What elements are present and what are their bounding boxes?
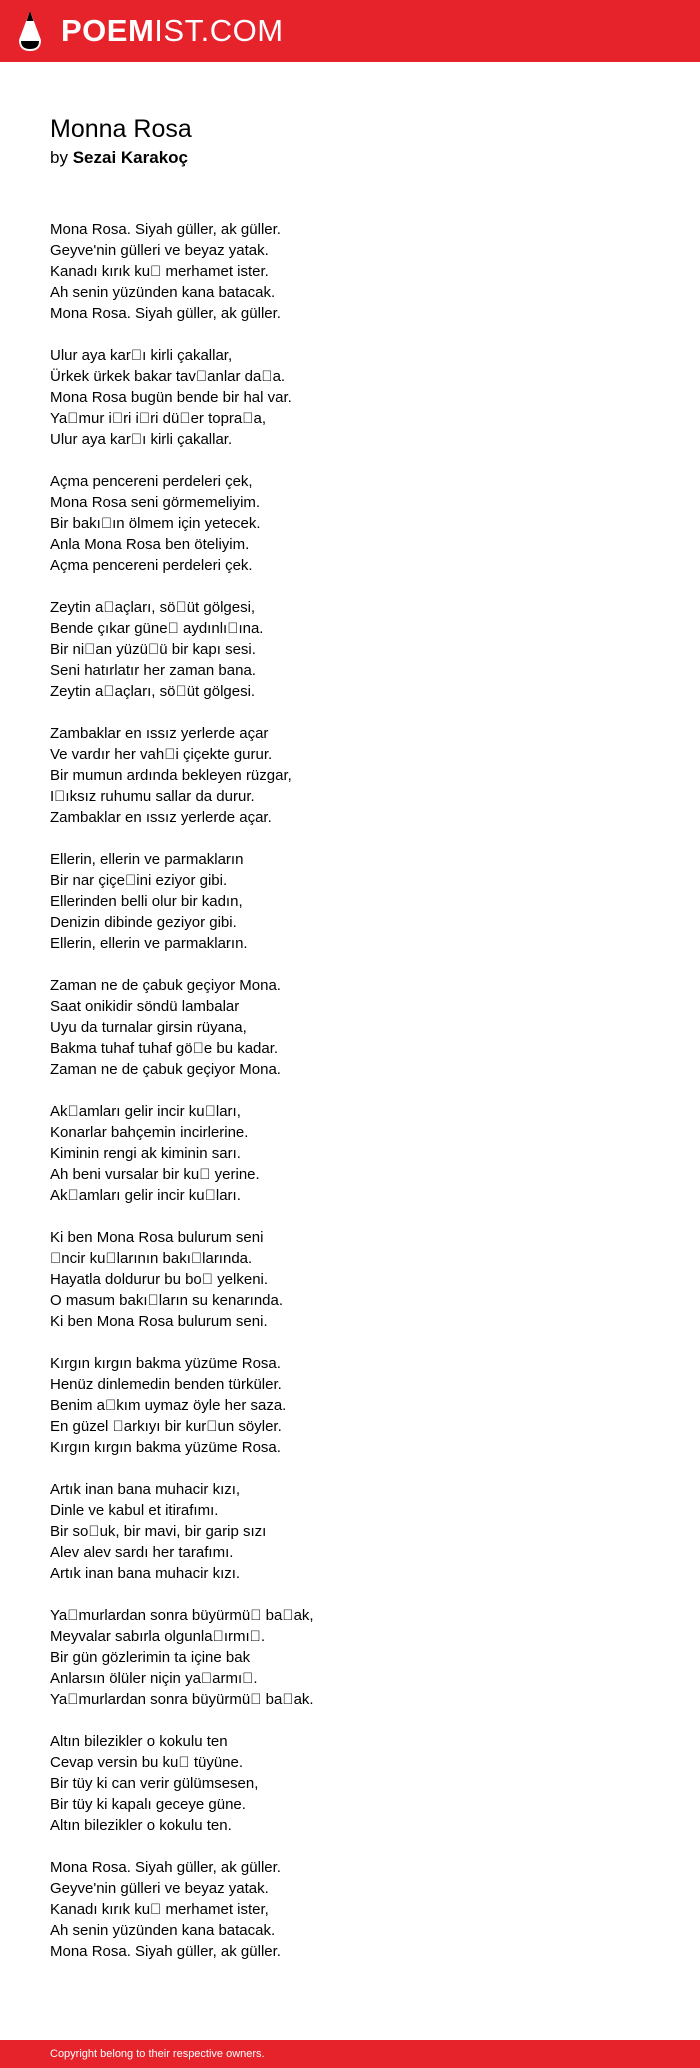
poem-line: Ah senin yüzünden kana batacak. xyxy=(50,284,276,301)
poem-stanza xyxy=(50,345,650,450)
poem-line: Geyve'nin gülleri ve beyaz yatak. xyxy=(50,1880,269,1897)
poem-line: Mona Rosa. Siyah güller, ak güller. xyxy=(50,221,281,238)
poem-stanza xyxy=(50,849,650,954)
poem-line: Ak amları gelir incir ku ları, xyxy=(50,1103,241,1120)
poem-line: Kanadı kırık ku  merhamet ister, xyxy=(50,1901,269,1918)
poem-stanza xyxy=(50,1731,650,1836)
poem-line: Bir gün gözlerimin ta içine bak xyxy=(50,1649,251,1666)
poem-line: O masum bakı ların su kenarında. xyxy=(50,1292,284,1309)
poem-line: Saat onikidir söndü lambalar xyxy=(50,998,240,1015)
poem-line: Bir bakı ın ölmem için yetecek. xyxy=(50,515,261,532)
poem-stanza xyxy=(50,471,650,576)
site-header xyxy=(0,0,700,62)
poem-line: Ak amları gelir incir ku ları. xyxy=(50,1187,241,1204)
poem-line: Dinle ve kabul et itirafımı. xyxy=(50,1502,219,1519)
by-label: by xyxy=(50,148,68,167)
poem-line: Bir ni an yüzü ü bir kapı sesi. xyxy=(50,641,256,658)
poem-line: Kırgın kırgın bakma yüzüme Rosa. xyxy=(50,1439,281,1456)
brand-light-part: IST.COM xyxy=(154,13,284,48)
poem-line:  ncir ku larının bakı larında. xyxy=(50,1250,253,1267)
poem-line: Ki ben Mona Rosa bulurum seni. xyxy=(50,1313,268,1330)
poem-byline xyxy=(50,146,188,170)
poem-line: Bir mumun ardında bekleyen rüzgar, xyxy=(50,767,292,784)
poem-stanza xyxy=(50,1857,650,1962)
poem-line: Bir tüy ki kapalı geceye güne. xyxy=(50,1796,246,1813)
poem-line: Zaman ne de çabuk geçiyor Mona. xyxy=(50,977,281,994)
poem-line: Henüz dinlemedin benden türküler. xyxy=(50,1376,282,1393)
poem-line: Açma pencereni perdeleri çek. xyxy=(50,557,253,574)
poem-line: Ya murlardan sonra büyürmü  ba ak. xyxy=(50,1691,314,1708)
poem-line: Cevap versin bu ku  tüyüne. xyxy=(50,1754,244,1771)
poem-line: Artık inan bana muhacir kızı, xyxy=(50,1481,241,1498)
poem-line: Mona Rosa. Siyah güller, ak güller. xyxy=(50,1859,281,1876)
poem-line: Ulur aya kar ı kirli çakallar. xyxy=(50,431,233,448)
poem-line: Seni hatırlatır her zaman bana. xyxy=(50,662,256,679)
author-name: Sezai Karakoç xyxy=(72,148,188,167)
poem-line: Altın bilezikler o kokulu ten. xyxy=(50,1817,232,1834)
poem-line: Ya mur i ri i ri dü er topra a, xyxy=(50,410,267,427)
poem-line: Ellerin, ellerin ve parmakların. xyxy=(50,935,248,952)
poem-stanza xyxy=(50,1227,650,1332)
poem-line: Ki ben Mona Rosa bulurum seni xyxy=(50,1229,264,1246)
poem-line: Bir tüy ki can verir gülümsesen, xyxy=(50,1775,259,1792)
poem-line: Kanadı kırık ku  merhamet ister. xyxy=(50,263,269,280)
poem-stanza xyxy=(50,219,650,324)
poem-line: Anlarsın ölüler niçin ya armı . xyxy=(50,1670,258,1687)
poem-line: Açma pencereni perdeleri çek, xyxy=(50,473,253,490)
site-logo-text[interactable] xyxy=(61,10,284,52)
poem-line: Meyvalar sabırla olgunla ırmı . xyxy=(50,1628,266,1645)
poem-line: Artık inan bana muhacir kızı. xyxy=(50,1565,241,1582)
site-footer xyxy=(0,2040,700,2068)
poem-line: Uyu da turnalar girsin rüyana, xyxy=(50,1019,247,1036)
brand-bold-part: POEM xyxy=(61,13,155,48)
poem-stanza xyxy=(50,597,650,702)
poem-line: I ıksız ruhumu sallar da durur. xyxy=(50,788,255,805)
poem-line: Ve vardır her vah i çiçekte gurur. xyxy=(50,746,273,763)
poem-line: Bir nar çiçe ini eziyor gibi. xyxy=(50,872,228,889)
poem-line: Ah beni vursalar bir ku  yerine. xyxy=(50,1166,260,1183)
poem-line: Kiminin rengi ak kiminin sarı. xyxy=(50,1145,241,1162)
poem-line: Hayatla doldurur bu bo  yelkeni. xyxy=(50,1271,269,1288)
poem-line: Altın bilezikler o kokulu ten xyxy=(50,1733,228,1750)
poem-line: Ah senin yüzünden kana batacak. xyxy=(50,1922,276,1939)
poem-line: Bir so uk, bir mavi, bir garip sızı xyxy=(50,1523,267,1540)
poem-stanza xyxy=(50,975,650,1080)
poem-line: Zambaklar en ıssız yerlerde açar. xyxy=(50,809,272,826)
copyright-text: Copyright belong to their respective owners. xyxy=(50,2048,265,2060)
poem-line: Geyve'nin gülleri ve beyaz yatak. xyxy=(50,242,269,259)
poem-line: Anla Mona Rosa ben öteliyim. xyxy=(50,536,250,553)
poem-stanza xyxy=(50,1353,650,1458)
poem-line: Bakma tuhaf tuhaf gö e bu kadar. xyxy=(50,1040,279,1057)
pencil-icon[interactable] xyxy=(16,10,44,52)
poem-line: Benim a kım uymaz öyle her saza. xyxy=(50,1397,287,1414)
poem-line: Mona Rosa seni görmemeliyim. xyxy=(50,494,261,511)
poem-line: Alev alev sardı her tarafımı. xyxy=(50,1544,234,1561)
poem-line: Zaman ne de çabuk geçiyor Mona. xyxy=(50,1061,281,1078)
poem-line: Ya murlardan sonra büyürmü  ba ak, xyxy=(50,1607,314,1624)
poem-line: Denizin dibinde geziyor gibi. xyxy=(50,914,237,931)
poem-line: Mona Rosa bugün bende bir hal var. xyxy=(50,389,292,406)
poem-stanza xyxy=(50,723,650,828)
poem-stanza xyxy=(50,1605,650,1710)
poem-line: Ulur aya kar ı kirli çakallar, xyxy=(50,347,233,364)
poem-line: Konarlar bahçemin incirlerine. xyxy=(50,1124,249,1141)
poem-line: Bende çıkar güne  aydınlı ına. xyxy=(50,620,264,637)
poem-stanza xyxy=(50,1101,650,1206)
poem-line: En güzel  arkıyı bir kur un söyler. xyxy=(50,1418,282,1435)
poem-line: Zeytin a açları, sö üt gölgesi, xyxy=(50,599,256,616)
poem-stanza xyxy=(50,1479,650,1584)
poem-line: Ürkek ürkek bakar tav anlar da a. xyxy=(50,368,286,385)
poem-line: Mona Rosa. Siyah güller, ak güller. xyxy=(50,1943,281,1960)
poem-line: Kırgın kırgın bakma yüzüme Rosa. xyxy=(50,1355,281,1372)
poem-line: Zambaklar en ıssız yerlerde açar xyxy=(50,725,269,742)
poem-line: Mona Rosa. Siyah güller, ak güller. xyxy=(50,305,281,322)
poem-line: Zeytin a açları, sö üt gölgesi. xyxy=(50,683,256,700)
poem-title: Monna Rosa xyxy=(50,115,192,143)
poem-line: Ellerin, ellerin ve parmakların xyxy=(50,851,244,868)
poem-line: Ellerinden belli olur bir kadın, xyxy=(50,893,243,910)
poem-body xyxy=(50,219,650,1983)
